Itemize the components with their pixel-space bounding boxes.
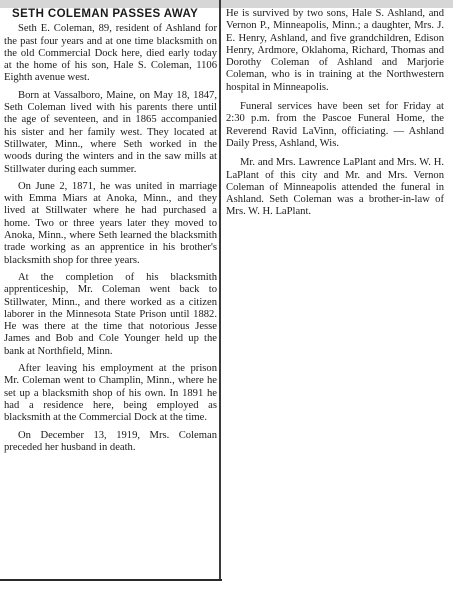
right-paragraph-1: He is survived by two sons, Hale S. Ashland, and Vernon P., Minneapolis, Minn.; a daughter, Mrs. J. E. Henry, Ashland, and five grandchildren, Edison Henry, Ardmore, Oklahoma, Richard, Thomas and Dorothy Coleman of Ashland and Marjorie Coleman, who is in training at the Northwestern hospital in Minneapolis.: [226, 8, 444, 93]
left-column: [4, 8, 217, 459]
right-column: [226, 8, 444, 224]
left-paragraph-1: Seth E. Coleman, 89, resident of Ashland for the past four years and at one time blacksmith on the old Commercial Dock here, died early today at the home of his son, Hale S. Coleman, 1106 Eighth avenue west.: [4, 23, 217, 84]
column-divider: [219, 0, 221, 580]
right-paragraph-2: Funeral services have been set for Friday at 2:30 p.m. from the Pascoe Funeral Home, the Reverend Ravid LaVinn, officiating. — Ashland Daily Press, Ashland, Wis.: [226, 101, 444, 149]
left-paragraph-4: At the completion of his blacksmith apprenticeship, Mr. Coleman went back to Stillwater, Minn., and there worked as a citizen laborer in the Minnesota State Prison until 1882. He was there at the time that notorious Jesse James and Bob and Cole Younger held up the bank at Northfield, Minn.: [4, 271, 217, 357]
left-paragraph-2: Born at Vassalboro, Maine, on May 18, 1847, Seth Coleman lived with his parents there until the age of seventeen, and in 1865 accompanied his sister and her family west. They located at Stillwater, Minn., where Seth worked in the woods during the winters and in the saw mills at Stillwater during each summer.: [4, 89, 217, 175]
left-paragraph-5: After leaving his employment at the prison Mr. Coleman went to Champlin, Minn., where he set up a blacksmith shop of his own. In 1891 he had a residence here, being employed as blacksmith at the Commercial Dock at the time.: [4, 363, 217, 424]
bottom-rule: [0, 579, 222, 581]
left-paragraph-6: On December 13, 1919, Mrs. Coleman preceded her husband in death.: [4, 429, 217, 453]
article-headline: SETH COLEMAN PASSES AWAY: [12, 8, 199, 20]
right-paragraph-3: Mr. and Mrs. Lawrence LaPlant and Mrs. W. H. LaPlant of this city and Mr. and Mrs. Vernon Coleman of Minneapolis attended the funeral in Ashland. Seth Coleman was a brother-in-law of Mrs. W. H. LaPlant.: [226, 157, 444, 218]
scan-top-edge: [0, 0, 453, 8]
left-paragraph-3: On June 2, 1871, he was united in marriage with Emma Miars at Anoka, Minn., and they lived at Stillwater where he had purchased a home. Two or three years later they moved to Anoka, Minn., where Seth learned the blacksmith trade working as an apprentice in his brother's blacksmith shop for three years.: [4, 180, 217, 266]
